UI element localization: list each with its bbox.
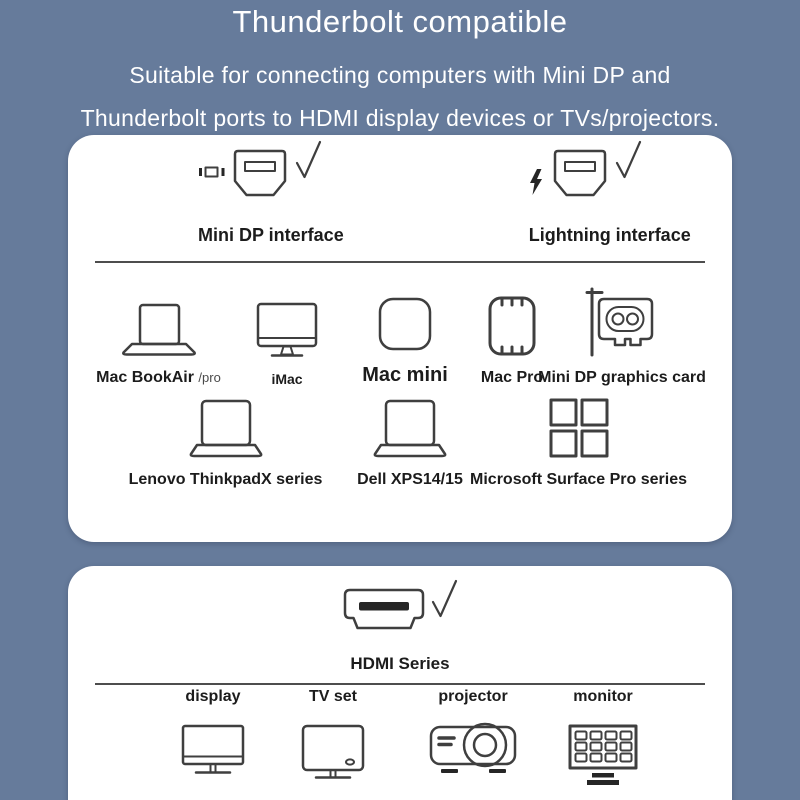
device-dell xyxy=(350,399,470,489)
device-mac-mini xyxy=(360,296,450,387)
laptop-icon xyxy=(187,399,265,459)
device-label: Microsoft Surface Pro series xyxy=(470,471,687,488)
output-devices-row xyxy=(168,688,648,786)
projector-icon xyxy=(429,718,517,776)
device-label: monitor xyxy=(573,688,633,705)
pc-devices-row xyxy=(128,397,687,489)
device-label: TV set xyxy=(308,688,357,705)
graphics-card-icon xyxy=(585,287,659,357)
device-macbook xyxy=(96,303,221,387)
microsoft-logo-icon xyxy=(548,397,610,459)
subtitle-line-1: Suitable for connecting computers with Mini DP and xyxy=(129,62,671,88)
led-panel-icon xyxy=(568,724,638,786)
device-label: Dell XPS14/15 xyxy=(357,471,463,488)
device-surface xyxy=(471,397,686,489)
mini-plug-icon xyxy=(198,165,226,179)
checkmark-icon xyxy=(431,578,458,620)
device-label: Lenovo ThinkpadX series xyxy=(128,471,323,488)
mac-mini-icon xyxy=(377,296,433,352)
interface-label: HDMI Series xyxy=(350,654,450,673)
device-graphics-card xyxy=(538,287,706,387)
device-label: display xyxy=(185,688,241,705)
device-display xyxy=(168,688,258,780)
header xyxy=(0,0,800,132)
device-mac-pro xyxy=(480,295,544,387)
mac-pro-icon xyxy=(487,295,537,357)
checkmark-icon xyxy=(615,139,642,181)
display-icon xyxy=(181,724,245,780)
source-compatibility-card xyxy=(68,135,732,542)
lightning-bolt-icon xyxy=(529,169,544,196)
divider xyxy=(95,683,705,685)
device-label: projector xyxy=(438,688,508,705)
page-title: Thunderbolt compatible xyxy=(232,4,568,39)
device-imac xyxy=(255,302,319,387)
device-label: Mac Pro xyxy=(480,369,544,386)
interface-row xyxy=(68,149,691,246)
tv-icon xyxy=(301,724,365,782)
lightning-interface xyxy=(529,149,691,246)
imac-icon xyxy=(256,302,318,359)
hdmi-connector-icon xyxy=(342,588,426,632)
checkmark-icon xyxy=(295,139,322,181)
macbook-icon xyxy=(121,303,197,357)
hdmi-interface xyxy=(68,588,732,632)
device-lenovo xyxy=(128,399,323,489)
divider xyxy=(95,261,705,263)
subtitle-line-2: Thunderbolt ports to HDMI display devices or TVs/projectors. xyxy=(80,105,720,131)
laptop-icon xyxy=(371,399,449,459)
device-tv xyxy=(288,688,378,782)
mini-dp-interface xyxy=(198,149,344,246)
device-label: iMac xyxy=(271,371,303,387)
interface-label: Mini DP interface xyxy=(198,225,344,245)
mini-dp-connector-icon xyxy=(230,149,290,199)
output-compatibility-card xyxy=(68,566,732,800)
device-label: Mini DP graphics card xyxy=(538,369,706,386)
device-label: Mac mini xyxy=(362,364,448,386)
apple-devices-row xyxy=(96,287,706,387)
device-projector xyxy=(418,688,528,776)
device-monitor xyxy=(558,688,648,786)
lightning-connector-icon xyxy=(550,149,610,199)
interface-label: Lightning interface xyxy=(528,225,691,245)
device-label: Mac BookAir /pro xyxy=(96,369,221,386)
